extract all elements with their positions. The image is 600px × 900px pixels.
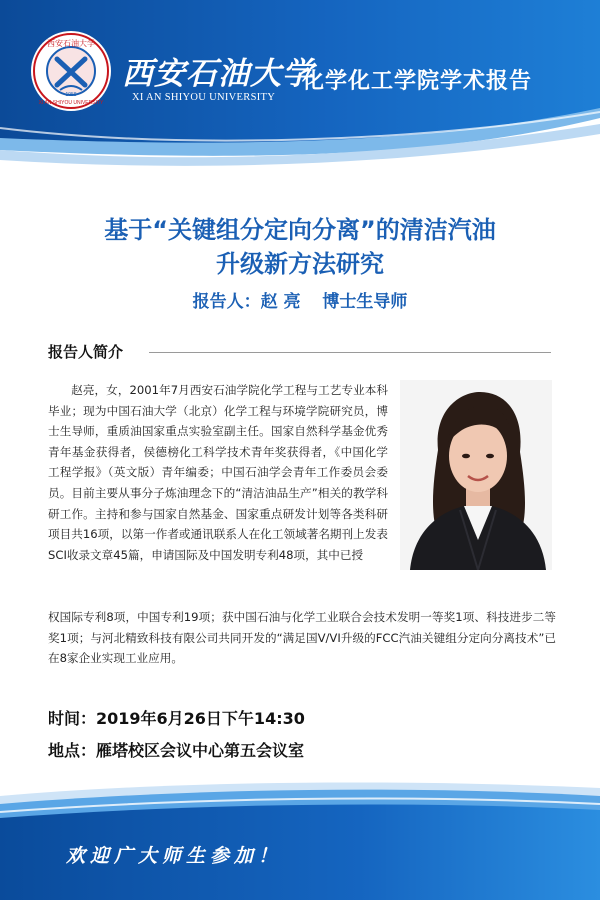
university-emblem-icon — [30, 30, 112, 112]
talk-title-line-1: 基于“关键组分定向分离”的清洁汽油 — [104, 216, 496, 244]
welcome-message: 欢迎广大师生参加！ — [66, 845, 283, 867]
emblem-ring-text: 西安石油大学 — [47, 39, 95, 48]
university-name-cn: 西安石油大学 — [122, 56, 314, 92]
event-time: 时间：2019年6月26日下午14:30 — [48, 709, 305, 728]
college-title: 化学化工学院学术报告 — [302, 69, 533, 94]
talk-title-line-2: 升级新方法研究 — [216, 250, 384, 278]
emblem-year: 1958 — [65, 92, 77, 98]
emblem-en-text: XI AN SHIYOU UNIVERSITY — [38, 100, 104, 106]
speaker-role: 博士生导师 — [322, 292, 408, 312]
university-name-en: XI AN SHIYOU UNIVERSITY — [132, 92, 276, 103]
event-place: 地点：雁塔校区会议中心第五会议室 — [48, 741, 305, 760]
bio-paragraph-continued: 权国际专利8项，中国专利19项；获中国石油与化学工业联合会技术发明一等奖1项、科技进步二等奖1项；与河北精致科技有限公司共同开发的“满足国V/VI升级的FCC汽油关键组分定向分离技术”已在8家企业实现工业应用。 — [48, 610, 556, 666]
speaker-name: 报告人：赵 亮 — [192, 292, 301, 312]
speaker-line — [0, 287, 600, 312]
footer-banner — [0, 760, 600, 900]
bio-heading: 报告人简介 — [48, 343, 124, 361]
bio-paragraph: 赵亮，女，2001年7月西安石油学院化学工程与工艺专业本科毕业；现为中国石油大学（北京）化学工程与环境学院研究员，博士生导师，重质油国家重点实验室副主任。国家自然科学基金优秀青年基金获得者，侯德榜化工科学技术青年奖获得者，《中国化学工程学报》（英文版）青年编委；中国石油学会青年工作委员会委员。目前主要从事分子炼油理念下的“清洁油品生产”相关的教学科研工作。主持和参与国家自然基金、国家重点研发计划等各类科研项目共16项，以第一作者或通讯联系人在化工领域著名期刊上发表SCI收录文章45篇，申请国际及中国发明专利48项，其中已授 — [48, 383, 388, 562]
bio-heading-divider — [149, 352, 551, 353]
speaker-portrait-icon — [400, 380, 552, 570]
